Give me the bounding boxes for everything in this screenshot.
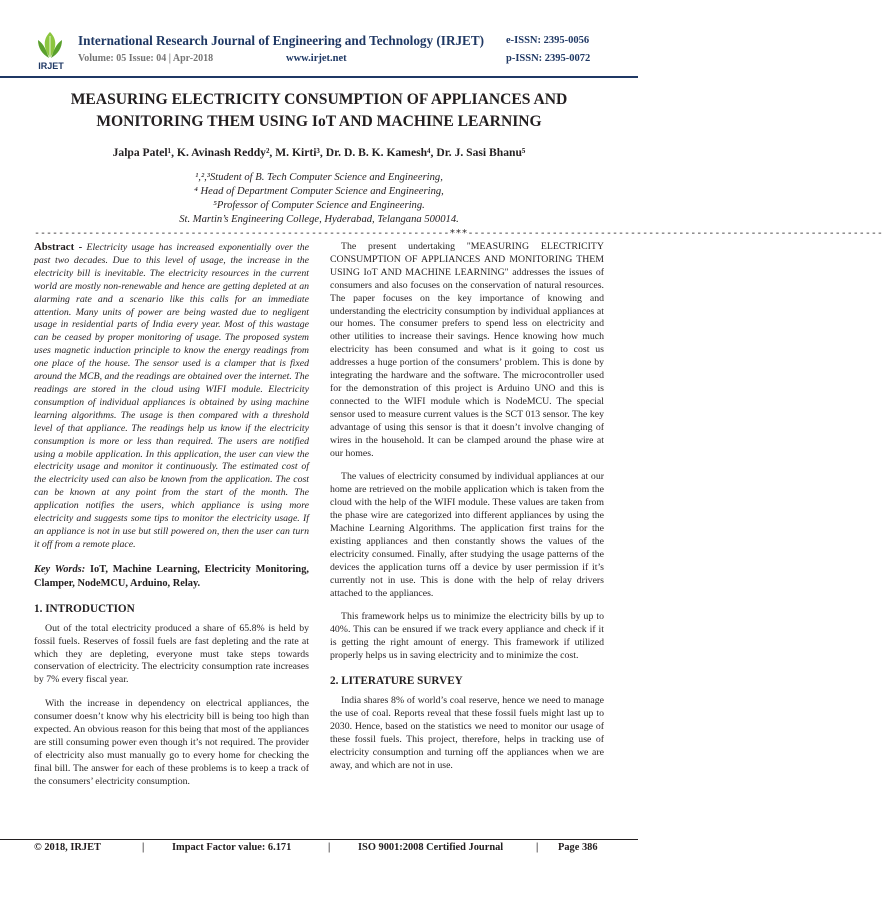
p-issn: p-ISSN: 2395-0072 <box>506 53 591 64</box>
right-column <box>330 241 604 773</box>
left-column <box>34 241 309 789</box>
title-line-2: MONITORING THEM USING IoT AND MACHINE LEARNING <box>96 113 542 130</box>
paper-title <box>40 89 598 133</box>
journal-logo <box>34 30 66 74</box>
logo-text: IRJET <box>38 61 64 71</box>
literature-paragraph-1: India shares 8% of world’s coal reserve, hence we need to manage the use of coal. Reports reveal that these fossil fuels might last up to 2030. Hence, based on the statistics we need to monitor our usage of these fossil fuels. This project, therefore, helps in tracking use of electricity consumption and turning off the appliances when we are away, and which are not in use. <box>330 695 604 771</box>
literature-survey-heading: 2. LITERATURE SURVEY <box>330 675 463 688</box>
intro-paragraph-1: Out of the total electricity produced a share of 65.8% is held by fossil fuels. Reserves of fossil fuels are fast depleting and the rate at which they are depleting, everyone must take steps towards conservation of electricity. The electricity consumption rate increases by 7% every fiscal year. <box>34 622 309 686</box>
page-footer <box>34 842 604 853</box>
journal-website[interactable]: www.irjet.net <box>286 53 347 64</box>
footer-page-number: Page 386 <box>558 842 598 853</box>
footer-separator: | <box>536 842 539 853</box>
journal-name: International Research Journal of Engineering and Technology (IRJET) <box>78 33 485 48</box>
footer-iso: ISO 9001:2008 Certified Journal <box>358 842 504 853</box>
body-paragraph-3: This framework helps us to minimize the electricity bills by up to 40%. This can be ensured if we track every appliance and check if it is getting the right amount of energy. This framework if utilized properly helps us in saving electricity and to minimize the cost. <box>330 611 604 662</box>
affiliation-1: ¹,²,³Student of B. Tech Computer Science and Engineering, <box>195 172 443 183</box>
abstract-text: Electricity usage has increased exponentially over the past two decades. Due to this level of usage, the increase in the electricity bill is inevitable. The electricity resources in the current world are mostly non-renewable and hence are getting depleted at an alarming rate and a scenario like this calls for an immediate attention. Many units of power are being wasted due to negligent usage in residential parts of India every year. Most of this wastage can be ceased by proper monitoring of usage. The proposed system uses magnetic induction principle to know the energy readings from one place of the house. The sensor used is a clamper that is fixed around the MCB, and the readings are obtained over the internet. The readings are stored in the cloud using WIFI module. Electricity consumption of individual appliances is obtained by using machine learning algorithms. The usage is then compared with a threshold level of that appliance. The readings help us know if the electricity consumption is more or less than required. The users are notified using a mobile application. In this application, the user can view the electricity usage and monitor it continuously. The estimated cost of the electricity used can also be known from the application. The cost can be known at any point from the start of the month. The application notifies the users, which appliance is using more electricity and suggests some tips to monitor the electricity usage. If an appliance is not in use but still powered on, then the user can turn it off from a remote place. <box>34 242 309 550</box>
affiliation-2: ⁴ Head of Department Computer Science and Engineering, <box>194 186 444 197</box>
body-paragraph-1: The present undertaking "MEASURING ELECTRICITY CONSUMPTION OF APPLIANCES AND MONITORING THEM USING IoT AND MACHINE LEARNING" addresses the issues of consumers and also focuses on the conservation of natural resources. The paper focuses on the key importance of knowing and understanding the electricity consumption by individual appliances at our homes. The consumer prefers to spend less on electricity and other utilities to increase their savings. Hence knowing how much electricity has been consumed and what is it going to cost us addresses a huge portion of the consumers’ problem. This is done by integrating the hardware and the software. The microcontroller used for the demonstration of this project is Arduino UNO and this is connected to the WIFI module which is NodeMCU. The special sensor used to measure current values is the SCT 013 sensor. The key advantage of using this sensor is that it doesn’t involve changing of wires in the household. It can be clamped around the phase wire at our homes. <box>330 241 604 459</box>
header-divider <box>0 76 638 78</box>
abstract-label: Abstract - <box>34 241 83 253</box>
affiliation-3: ⁵Professor of Computer Science and Engineering. <box>213 200 425 211</box>
introduction-heading: 1. INTRODUCTION <box>34 602 135 615</box>
footer-separator: | <box>328 842 331 853</box>
keywords <box>34 563 309 591</box>
affiliation-4: St. Martin’s Engineering College, Hyderabad, Telangana 500014. <box>179 214 459 225</box>
abstract <box>34 241 309 552</box>
section-separator: ---------------------------------------------------------------------***--------------------------------------------------------------------- <box>34 228 883 239</box>
body-paragraph-2: The values of electricity consumed by individual appliances at our home are retrieved on the mobile application which is taken from the cloud with the help of the WIFI module. These values are taken from the phase wire are categorized into different appliances by using the Machine Learning Algorithms. The application first trains for the existing appliances and then constantly shows the values of the electricity consumed. Finally, after studying the usage patterns of the devices the application turns off a device by user permission if it’s currently not in use. This is done with the help of relay drivers attached to the appliances. <box>330 471 604 599</box>
keywords-text: IoT, Machine Learning, Electricity Monitoring, Clamper, NodeMCU, Arduino, Relay. <box>34 563 309 589</box>
volume-issue: Volume: 05 Issue: 04 | Apr-2018 <box>78 53 214 64</box>
footer-separator: | <box>142 842 145 853</box>
intro-paragraph-2: With the increase in dependency on electrical appliances, the consumer doesn’t know why his electricity bill is being too high than expected. An obvious reason for this being that most of the appliances are still consuming power even though it’s not required. The provider of electricity also must manually go to every home for checking the final bill. The answer for each of these problems is to keep a track of the consumers’ electricity consumption. <box>34 698 309 787</box>
footer-impact-factor: Impact Factor value: 6.171 <box>172 842 292 853</box>
e-issn: e-ISSN: 2395-0056 <box>506 35 590 46</box>
author-list: Jalpa Patel¹, K. Avinash Reddy², M. Kirti³, Dr. D. B. K. Kamesh⁴, Dr. J. Sasi Bhanu⁵ <box>112 146 526 159</box>
footer-divider <box>0 839 638 840</box>
keywords-label: Key Words: <box>34 563 86 575</box>
footer-copyright: © 2018, IRJET <box>34 842 101 853</box>
title-line-1: MEASURING ELECTRICITY CONSUMPTION OF APPLIANCES AND <box>70 91 568 108</box>
